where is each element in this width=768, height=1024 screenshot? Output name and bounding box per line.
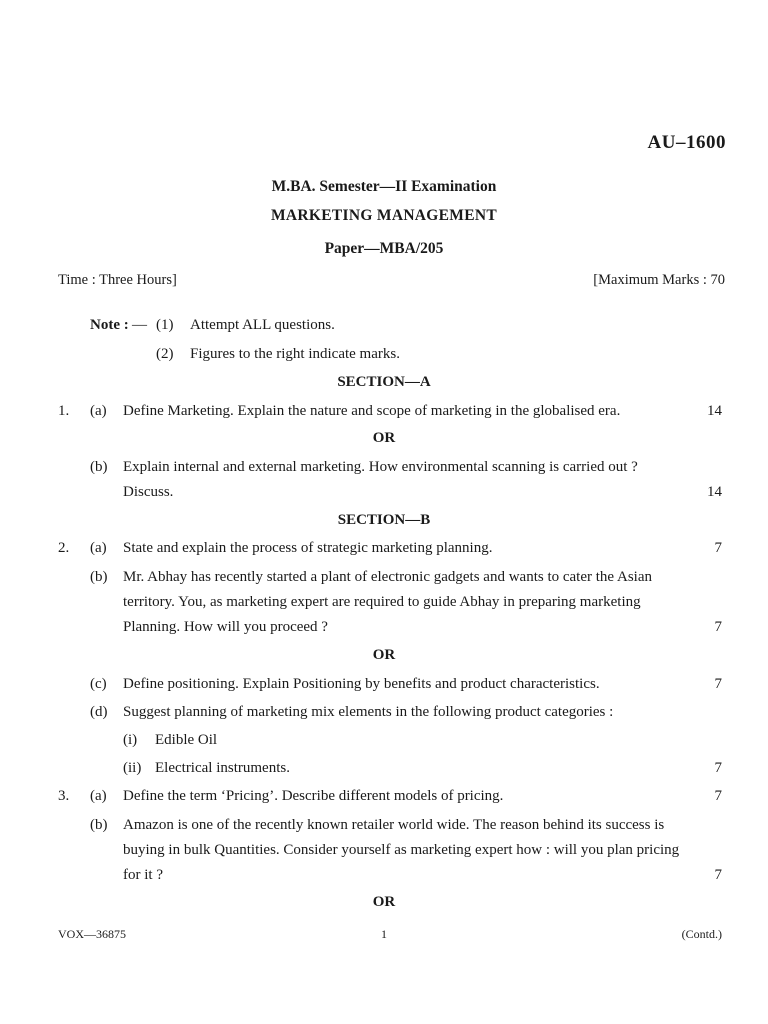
subquestion-label: (a)	[90, 788, 107, 804]
footer-code: VOX—36875	[58, 927, 126, 941]
roman-label: (i)	[123, 732, 138, 748]
continued-label: (Contd.)	[681, 927, 722, 941]
note-item-num: (1)	[156, 317, 174, 333]
question-marks: 7	[714, 619, 722, 635]
question-text: for it ?	[123, 867, 163, 883]
subquestion-label: (a)	[90, 403, 107, 419]
question-text: Explain internal and external marketing. How environmental scanning is carried out ?	[123, 459, 638, 475]
question-text: Planning. How will you proceed ?	[123, 619, 328, 635]
paper-code: AU–1600	[647, 132, 726, 153]
question-marks: 7	[714, 676, 722, 692]
note-label: Note :	[90, 317, 129, 333]
question-marks: 7	[714, 788, 722, 804]
roman-label: (ii)	[123, 760, 142, 776]
question-text: Suggest planning of marketing mix elements in the following product categories :	[123, 704, 614, 720]
time-allowed: Time : Three Hours]	[58, 272, 177, 288]
question-text: territory. You, as marketing expert are required to guide Abhay in preparing marketing	[123, 594, 641, 610]
subquestion-label: (c)	[90, 676, 107, 692]
question-text: State and explain the process of strategic marketing planning.	[123, 540, 493, 556]
note-item-text: Figures to the right indicate marks.	[190, 346, 400, 362]
question-marks: 7	[714, 540, 722, 556]
exam-title: M.BA. Semester—II Examination	[271, 178, 497, 195]
maximum-marks: [Maximum Marks : 70	[593, 272, 725, 288]
question-text: Amazon is one of the recently known retailer world wide. The reason behind its success is	[123, 817, 665, 833]
question-number: 2.	[58, 540, 70, 556]
question-number: 1.	[58, 403, 70, 419]
subquestion-label: (a)	[90, 540, 107, 556]
question-text: Discuss.	[123, 484, 174, 500]
or-divider: OR	[372, 647, 396, 663]
question-marks: 7	[714, 760, 722, 776]
question-number: 3.	[58, 788, 70, 804]
note-item-num: (2)	[156, 346, 174, 362]
question-text: Define Marketing. Explain the nature and scope of marketing in the globalised era.	[123, 403, 621, 419]
note-item-text: Attempt ALL questions.	[190, 317, 335, 333]
question-marks: 14	[707, 484, 722, 500]
or-divider: OR	[372, 894, 396, 910]
question-marks: 7	[714, 867, 722, 883]
page-number: 1	[381, 927, 387, 941]
question-text: Define the term ‘Pricing’. Describe different models of pricing.	[123, 788, 504, 804]
item-text: Electrical instruments.	[155, 760, 290, 776]
subquestion-label: (b)	[90, 459, 108, 475]
subject-title: MARKETING MANAGEMENT	[270, 207, 497, 224]
question-marks: 14	[707, 403, 722, 419]
note-dash: —	[132, 317, 147, 333]
subquestion-label: (d)	[90, 704, 108, 720]
or-divider: OR	[372, 430, 396, 446]
subquestion-label: (b)	[90, 569, 108, 585]
section-b-heading: SECTION—B	[337, 512, 431, 528]
section-a-heading: SECTION—A	[337, 374, 431, 390]
question-text: buying in bulk Quantities. Consider yourself as marketing expert how : will you plan pricing	[123, 842, 680, 858]
subquestion-label: (b)	[90, 817, 108, 833]
paper-number: Paper—MBA/205	[324, 240, 444, 257]
question-text: Define positioning. Explain Positioning by benefits and product characteristics.	[123, 676, 600, 692]
item-text: Edible Oil	[155, 732, 218, 748]
question-text: Mr. Abhay has recently started a plant of electronic gadgets and wants to cater the Asian	[123, 569, 652, 585]
